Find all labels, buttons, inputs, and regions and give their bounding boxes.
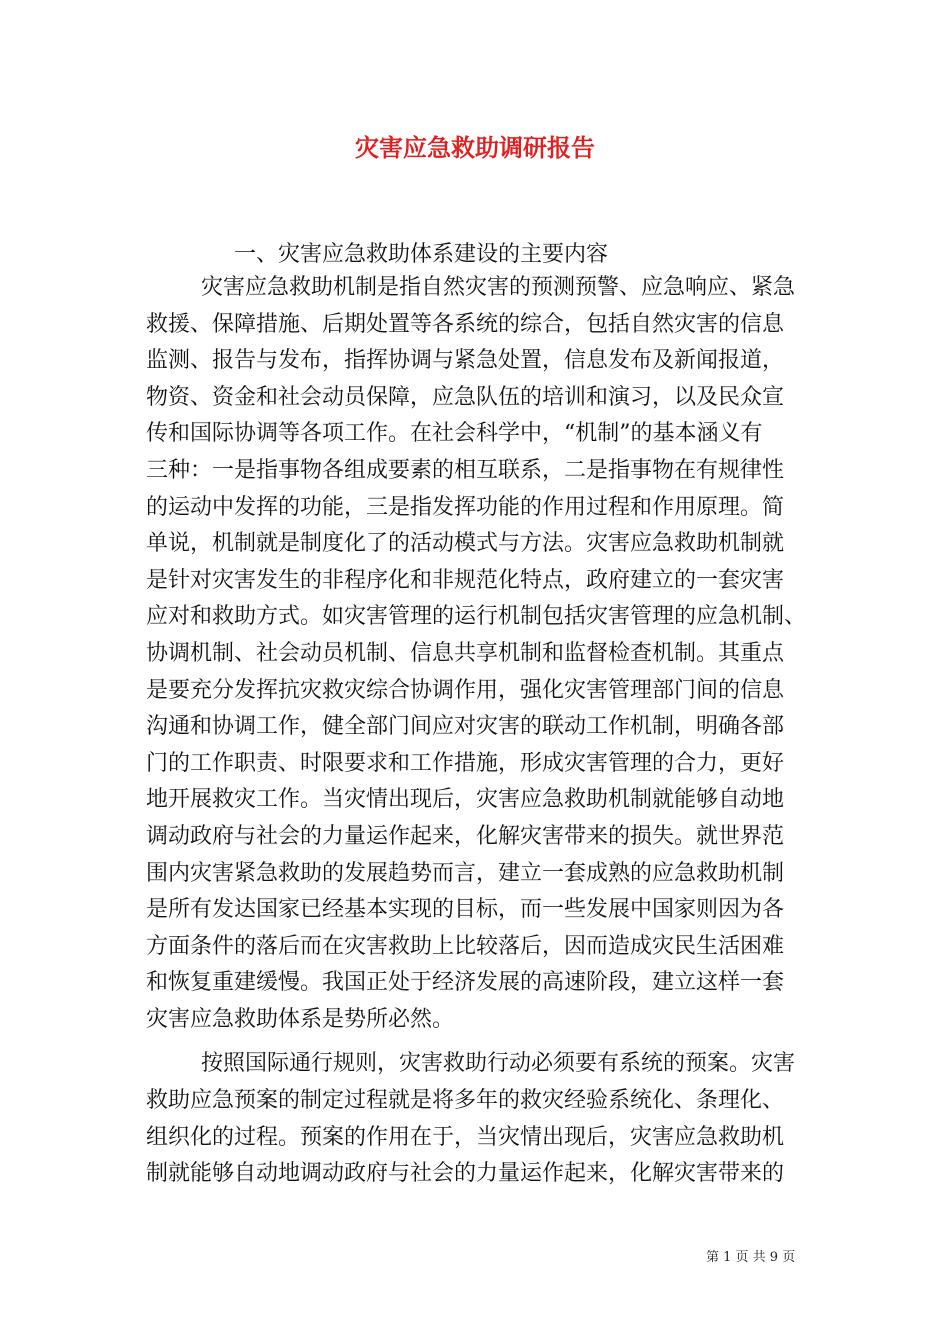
- paragraph-line: 救助应急预案的制定过程就是将多年的救灾经验系统化、条理化、: [146, 1088, 785, 1114]
- paragraph-line: 围内灾害紧急救助的发展趋势而言，建立一套成熟的应急救助机制: [146, 860, 785, 886]
- paragraph-line: 的运动中发挥的功能，三是指发挥功能的作用过程和作用原理。简: [146, 494, 785, 520]
- paragraph-2: [146, 1046, 810, 1192]
- page-number-footer: 第 1 页 共 9 页: [706, 1250, 796, 1265]
- paragraph-line: 制就能够自动地调动政府与社会的力量运作起来，化解灾害带来的: [146, 1161, 785, 1187]
- document-title: 灾害应急救助调研报告: [355, 133, 595, 162]
- paragraph-line: 灾害应急救助机制是指自然灾害的预测预警、应急响应、紧急: [201, 275, 796, 300]
- paragraph-line: 沟通和协调工作，健全部门间应对灾害的联动工作机制，明确各部: [146, 714, 785, 740]
- section-heading: 一、灾害应急救助体系建设的主要内容: [234, 242, 609, 267]
- paragraph-line: 救援、保障措施、后期处置等各系统的综合，包括自然灾害的信息: [146, 311, 785, 337]
- paragraph-line: 三种：一是指事物各组成要素的相互联系，二是指事物在有规律性: [146, 457, 785, 483]
- document-body: [146, 240, 810, 1193]
- paragraph-line: 地开展救灾工作。当灾情出现后，灾害应急救助机制就能够自动地: [146, 787, 785, 813]
- paragraph-line: 监测、报告与发布，指挥协调与紧急处置，信息发布及新闻报道，: [146, 348, 785, 374]
- paragraph-line: 和恢复重建缓慢。我国正处于经济发展的高速阶段，建立这样一套: [146, 970, 785, 996]
- paragraph-line: 单说，机制就是制度化了的活动模式与方法。灾害应急救助机制就: [146, 531, 785, 557]
- paragraph-line: 组织化的过程。预案的作用在于，当灾情出现后，灾害应急救助机: [146, 1124, 785, 1150]
- paragraph-line: 调动政府与社会的力量运作起来，化解灾害带来的损失。就世界范: [146, 823, 785, 849]
- paragraph-line: 方面条件的落后而在灾害救助上比较落后，因而造成灾民生活困难: [146, 933, 785, 959]
- paragraph-line: 是要充分发挥抗灾救灾综合协调作用，强化灾害管理部门间的信息: [146, 677, 785, 703]
- paragraph-1: [146, 270, 810, 1038]
- paragraph-line: 传和国际协调等各项工作。在社会科学中，“机制”的基本涵义有: [146, 421, 763, 447]
- paragraph-line: 物资、资金和社会动员保障，应急队伍的培训和演习，以及民众宣: [146, 384, 785, 410]
- paragraph-line: 是所有发达国家已经基本实现的目标，而一些发展中国家则因为各: [146, 897, 785, 923]
- paragraph-line: 应对和救助方式。如灾害管理的运行机制包括灾害管理的应急机制、: [146, 604, 807, 630]
- paragraph-line: 协调机制、社会动员机制、信息共享机制和监督检查机制。其重点: [146, 640, 785, 666]
- paragraph-line: 按照国际通行规则，灾害救助行动必须要有系统的预案。灾害: [201, 1051, 796, 1077]
- paragraph-line: 门的工作职责、时限要求和工作措施，形成灾害管理的合力，更好: [146, 750, 785, 776]
- paragraph-line: 是针对灾害发生的非程序化和非规范化特点，政府建立的一套灾害: [146, 567, 785, 593]
- paragraph-line: 灾害应急救助体系是势所必然。: [146, 1006, 455, 1032]
